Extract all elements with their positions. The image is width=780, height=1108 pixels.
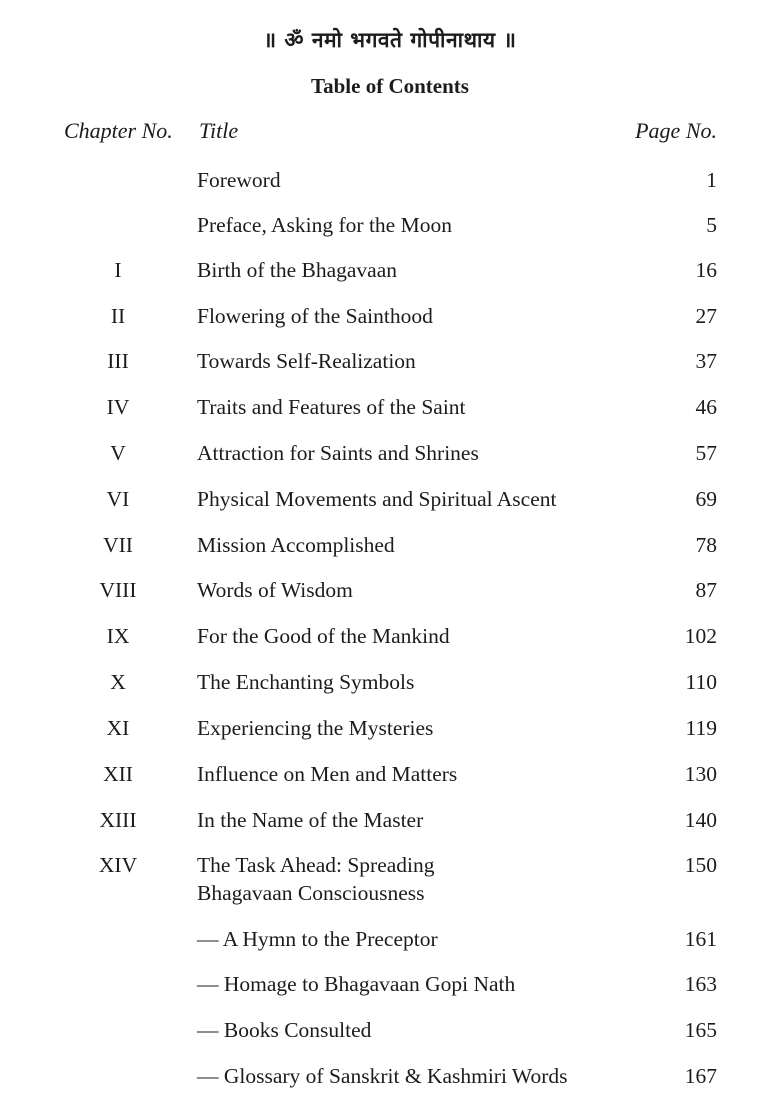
page-number: 46 — [695, 395, 717, 419]
entry-title-line: Foreword — [197, 168, 281, 192]
entry-title — [197, 166, 637, 194]
chapter-number: XI — [106, 716, 130, 740]
page-number: 5 — [706, 213, 717, 237]
column-header-title: Title — [199, 118, 239, 143]
entry-title-line: Mission Accomplished — [197, 533, 395, 557]
page-number: 57 — [695, 441, 717, 465]
entry-title-line: In the Name of the Master — [197, 808, 424, 832]
chapter-number: III — [107, 349, 129, 373]
chapter-number: XIII — [99, 808, 137, 832]
entry-title-line: Towards Self-Realization — [197, 349, 416, 373]
page-number: 1 — [706, 168, 717, 192]
column-header-page: Page No. — [635, 118, 717, 143]
entry-title-line: Words of Wisdom — [197, 578, 353, 602]
entry-title — [197, 851, 637, 907]
page-number: 27 — [695, 304, 717, 328]
page-number: 69 — [695, 487, 717, 511]
entry-title — [197, 347, 637, 375]
page-number: 87 — [695, 578, 717, 602]
entry-title-line: The Enchanting Symbols — [197, 670, 415, 694]
chapter-number: XII — [103, 762, 133, 786]
entry-title — [197, 1016, 637, 1044]
page-number: 150 — [684, 853, 717, 877]
chapter-number: VIII — [99, 578, 137, 602]
entry-title — [197, 211, 637, 239]
page-number: 110 — [685, 670, 717, 694]
page-number: 130 — [684, 762, 717, 786]
entry-title — [197, 439, 637, 467]
entry-title-line: — Books Consulted — [197, 1018, 372, 1042]
page-number: 163 — [684, 972, 717, 996]
entry-title — [197, 531, 637, 559]
page-title: Table of Contents — [311, 74, 469, 98]
entry-title-line: Bhagavaan Consciousness — [197, 881, 425, 905]
chapter-number: VI — [106, 487, 130, 511]
entry-title — [197, 485, 637, 513]
entry-title — [197, 925, 637, 953]
page-number: 37 — [695, 349, 717, 373]
page-number: 16 — [695, 258, 717, 282]
page-number: 165 — [684, 1018, 717, 1042]
page-number: 161 — [684, 927, 717, 951]
page-number: 102 — [684, 624, 717, 648]
chapter-number: XIV — [98, 853, 138, 877]
entry-title — [197, 302, 637, 330]
entry-title-line: — Homage to Bhagavaan Gopi Nath — [197, 972, 516, 996]
entry-title-line: The Task Ahead: Spreading — [197, 853, 435, 877]
entry-title — [197, 576, 637, 604]
chapter-number: X — [110, 670, 126, 694]
entry-title-line: Traits and Features of the Saint — [197, 395, 466, 419]
page-number: 119 — [685, 716, 717, 740]
entry-title-line: Influence on Men and Matters — [197, 762, 458, 786]
entry-title — [197, 622, 637, 650]
entry-title-line: — A Hymn to the Preceptor — [197, 927, 438, 951]
entry-title-line: Preface, Asking for the Moon — [197, 213, 452, 237]
page-number: 140 — [684, 808, 717, 832]
chapter-number: V — [110, 441, 126, 465]
entry-title-line: Experiencing the Mysteries — [197, 716, 434, 740]
entry-title — [197, 1062, 637, 1090]
entry-title — [197, 256, 637, 284]
entry-title-line: Physical Movements and Spiritual Ascent — [197, 487, 557, 511]
entry-title — [197, 393, 637, 421]
entry-title — [197, 714, 637, 742]
entry-title-line: Attraction for Saints and Shrines — [197, 441, 479, 465]
entry-title-line: For the Good of the Mankind — [197, 624, 450, 648]
column-header-chapter: Chapter No. — [64, 118, 173, 143]
chapter-number: IX — [106, 624, 130, 648]
page-number: 167 — [684, 1064, 717, 1088]
invocation-heading: ॥ ॐ नमो भगवते गोपीनाथाय ॥ — [263, 27, 517, 52]
entry-title-line: Flowering of the Sainthood — [197, 304, 433, 328]
chapter-number: VII — [103, 533, 133, 557]
entry-title — [197, 970, 637, 998]
chapter-number: II — [110, 304, 126, 328]
entry-title — [197, 668, 637, 696]
entry-title-line: — Glossary of Sanskrit & Kashmiri Words — [197, 1064, 568, 1088]
entry-title — [197, 760, 637, 788]
entry-title — [197, 806, 637, 834]
page-number: 78 — [695, 533, 717, 557]
chapter-number: I — [114, 258, 122, 282]
chapter-number: IV — [106, 395, 130, 419]
entry-title-line: Birth of the Bhagavaan — [197, 258, 398, 282]
